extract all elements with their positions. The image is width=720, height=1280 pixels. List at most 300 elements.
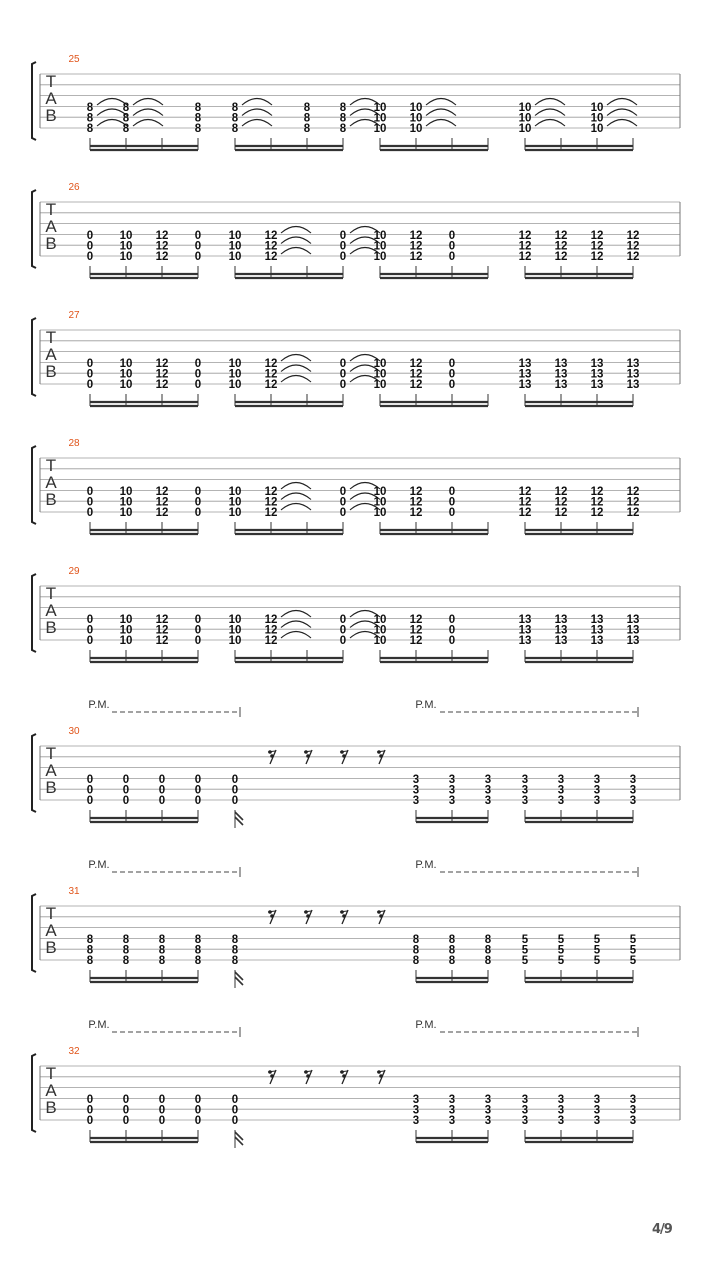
fret-number: 8 bbox=[86, 955, 94, 967]
fret-number: 3 bbox=[448, 1094, 456, 1106]
fret-number: 10 bbox=[119, 496, 133, 509]
fret-number: 0 bbox=[86, 635, 94, 647]
tie-arc bbox=[426, 120, 456, 127]
fret-number: 13 bbox=[626, 614, 640, 626]
fret-number: 0 bbox=[122, 1094, 130, 1106]
fret-number: 0 bbox=[448, 358, 456, 370]
fret-number: 12 bbox=[264, 358, 278, 370]
tie-arc bbox=[281, 493, 311, 500]
system-30 bbox=[32, 699, 680, 828]
fret-number: 12 bbox=[155, 507, 169, 519]
fret-number: 3 bbox=[448, 795, 456, 807]
fret-number: 12 bbox=[155, 486, 169, 498]
tab-clef-letter: A bbox=[45, 761, 57, 780]
fret-number: 8 bbox=[158, 934, 166, 946]
fret-number: 13 bbox=[518, 358, 532, 370]
fret-number: 13 bbox=[518, 635, 532, 647]
fret-number: 13 bbox=[590, 358, 604, 370]
tie-arc bbox=[281, 632, 311, 639]
fret-number: 0 bbox=[158, 784, 166, 797]
fret-number: 12 bbox=[409, 614, 423, 626]
tab-clef-letter: A bbox=[45, 217, 57, 236]
fret-number: 12 bbox=[409, 251, 423, 263]
fret-number: 12 bbox=[590, 486, 604, 498]
fret-number: 3 bbox=[557, 1104, 565, 1117]
rest-dot bbox=[342, 914, 346, 918]
palm-mute-label: P.M. bbox=[88, 1019, 110, 1031]
fret-number: 8 bbox=[231, 123, 239, 135]
fret-number: 0 bbox=[86, 624, 94, 637]
fret-number: 8 bbox=[339, 112, 347, 125]
fret-number: 10 bbox=[228, 358, 242, 370]
fret-number: 12 bbox=[518, 486, 532, 498]
fret-number: 13 bbox=[590, 379, 604, 391]
tie-arc bbox=[281, 504, 311, 511]
fret-number: 0 bbox=[448, 240, 456, 253]
fret-number: 10 bbox=[119, 507, 133, 519]
fret-number: 3 bbox=[412, 795, 420, 807]
fret-number: 10 bbox=[373, 102, 387, 114]
fret-number: 13 bbox=[626, 379, 640, 391]
fret-number: 12 bbox=[518, 496, 532, 509]
fret-number: 13 bbox=[626, 368, 640, 381]
fret-number: 12 bbox=[409, 496, 423, 509]
fret-number: 12 bbox=[554, 507, 568, 519]
fret-number: 12 bbox=[155, 379, 169, 391]
fret-number: 8 bbox=[122, 955, 130, 967]
tie-arc bbox=[426, 109, 456, 116]
measure-number: 32 bbox=[68, 1046, 80, 1057]
fret-number: 3 bbox=[521, 1094, 529, 1106]
fret-number: 8 bbox=[412, 944, 420, 957]
fret-number: 8 bbox=[412, 955, 420, 967]
fret-number: 8 bbox=[194, 102, 202, 114]
fret-number: 12 bbox=[554, 486, 568, 498]
rest-dot bbox=[270, 1074, 274, 1078]
fret-number: 13 bbox=[590, 368, 604, 381]
fret-number: 0 bbox=[448, 368, 456, 381]
fret-number: 13 bbox=[554, 635, 568, 647]
fret-number: 0 bbox=[194, 795, 202, 807]
fret-number: 0 bbox=[448, 251, 456, 263]
note-flag bbox=[235, 1132, 243, 1145]
fret-number: 12 bbox=[626, 240, 640, 253]
fret-number: 0 bbox=[231, 1104, 239, 1117]
tab-clef-letter: A bbox=[45, 921, 57, 940]
tab-clef-letter: B bbox=[45, 1098, 57, 1117]
fret-number: 12 bbox=[409, 507, 423, 519]
fret-number: 12 bbox=[554, 240, 568, 253]
note-flag bbox=[235, 972, 243, 985]
fret-number: 13 bbox=[590, 624, 604, 637]
system-27 bbox=[32, 310, 680, 406]
fret-number: 12 bbox=[518, 507, 532, 519]
fret-number: 10 bbox=[373, 368, 387, 381]
tie-arc bbox=[242, 109, 272, 116]
fret-number: 8 bbox=[339, 123, 347, 135]
fret-number: 10 bbox=[518, 123, 532, 135]
fret-number: 10 bbox=[590, 123, 604, 135]
fret-number: 0 bbox=[339, 614, 347, 626]
tie-arc bbox=[242, 99, 272, 106]
tie-arc bbox=[281, 376, 311, 383]
fret-number: 0 bbox=[122, 774, 130, 786]
fret-number: 0 bbox=[86, 1115, 94, 1127]
palm-mute-label: P.M. bbox=[415, 859, 437, 871]
fret-number: 3 bbox=[484, 784, 492, 797]
fret-number: 3 bbox=[484, 1115, 492, 1127]
tab-clef-letter: B bbox=[45, 778, 57, 797]
fret-number: 8 bbox=[194, 123, 202, 135]
measure-number: 31 bbox=[68, 886, 80, 897]
fret-number: 12 bbox=[155, 614, 169, 626]
fret-number: 12 bbox=[518, 251, 532, 263]
fret-number: 13 bbox=[554, 624, 568, 637]
fret-number: 12 bbox=[264, 614, 278, 626]
fret-number: 3 bbox=[412, 1094, 420, 1106]
tie-arc bbox=[133, 109, 163, 116]
fret-number: 13 bbox=[554, 614, 568, 626]
fret-number: 10 bbox=[119, 230, 133, 242]
tie-arc bbox=[535, 120, 565, 127]
fret-number: 3 bbox=[593, 784, 601, 797]
system-32 bbox=[32, 1019, 680, 1148]
fret-number: 0 bbox=[339, 358, 347, 370]
fret-number: 10 bbox=[373, 635, 387, 647]
fret-number: 13 bbox=[626, 635, 640, 647]
fret-number: 3 bbox=[593, 1115, 601, 1127]
fret-number: 5 bbox=[593, 955, 601, 967]
fret-number: 13 bbox=[518, 614, 532, 626]
fret-number: 10 bbox=[409, 123, 423, 135]
fret-number: 8 bbox=[122, 112, 130, 125]
fret-number: 3 bbox=[629, 795, 637, 807]
fret-number: 12 bbox=[409, 624, 423, 637]
fret-number: 0 bbox=[231, 774, 239, 786]
fret-number: 0 bbox=[194, 1115, 202, 1127]
fret-number: 0 bbox=[122, 795, 130, 807]
fret-number: 10 bbox=[228, 507, 242, 519]
fret-number: 10 bbox=[119, 486, 133, 498]
fret-number: 12 bbox=[518, 230, 532, 242]
fret-number: 13 bbox=[518, 379, 532, 391]
fret-number: 3 bbox=[557, 774, 565, 786]
fret-number: 0 bbox=[194, 507, 202, 519]
fret-number: 10 bbox=[228, 368, 242, 381]
fret-number: 0 bbox=[339, 496, 347, 509]
fret-number: 8 bbox=[231, 955, 239, 967]
fret-number: 12 bbox=[590, 507, 604, 519]
fret-number: 0 bbox=[86, 1094, 94, 1106]
fret-number: 10 bbox=[119, 368, 133, 381]
tie-arc bbox=[426, 99, 456, 106]
fret-number: 3 bbox=[521, 774, 529, 786]
fret-number: 12 bbox=[264, 379, 278, 391]
fret-number: 8 bbox=[158, 955, 166, 967]
fret-number: 0 bbox=[194, 358, 202, 370]
fret-number: 8 bbox=[86, 102, 94, 114]
fret-number: 5 bbox=[629, 944, 637, 957]
fret-number: 5 bbox=[521, 944, 529, 957]
fret-number: 0 bbox=[448, 486, 456, 498]
fret-number: 10 bbox=[590, 102, 604, 114]
fret-number: 8 bbox=[231, 102, 239, 114]
fret-number: 12 bbox=[155, 496, 169, 509]
fret-number: 3 bbox=[629, 774, 637, 786]
fret-number: 13 bbox=[626, 358, 640, 370]
tab-clef-letter: A bbox=[45, 601, 57, 620]
fret-number: 12 bbox=[590, 240, 604, 253]
fret-number: 0 bbox=[86, 486, 94, 498]
tab-clef-letter: T bbox=[45, 72, 57, 91]
fret-number: 8 bbox=[86, 112, 94, 125]
fret-number: 8 bbox=[484, 944, 492, 957]
fret-number: 0 bbox=[194, 614, 202, 626]
system-brace bbox=[32, 1054, 36, 1132]
fret-number: 0 bbox=[194, 230, 202, 242]
fret-number: 8 bbox=[231, 112, 239, 125]
fret-number: 8 bbox=[194, 934, 202, 946]
fret-number: 8 bbox=[303, 112, 311, 125]
fret-number: 10 bbox=[228, 230, 242, 242]
fret-number: 10 bbox=[373, 240, 387, 253]
fret-number: 12 bbox=[626, 507, 640, 519]
fret-number: 12 bbox=[155, 230, 169, 242]
fret-number: 12 bbox=[155, 368, 169, 381]
fret-number: 3 bbox=[521, 784, 529, 797]
fret-number: 5 bbox=[521, 955, 529, 967]
system-brace bbox=[32, 190, 36, 268]
fret-number: 12 bbox=[264, 230, 278, 242]
fret-number: 0 bbox=[122, 1104, 130, 1117]
fret-number: 10 bbox=[518, 112, 532, 125]
measure-number: 28 bbox=[68, 438, 80, 449]
fret-number: 3 bbox=[484, 774, 492, 786]
fret-number: 0 bbox=[158, 1115, 166, 1127]
fret-number: 5 bbox=[593, 944, 601, 957]
fret-number: 3 bbox=[521, 1104, 529, 1117]
tie-arc bbox=[242, 120, 272, 127]
tab-clef-letter: B bbox=[45, 618, 57, 637]
tie-arc bbox=[281, 611, 311, 618]
fret-number: 10 bbox=[119, 379, 133, 391]
tab-clef-letter: A bbox=[45, 345, 57, 364]
fret-number: 0 bbox=[231, 1094, 239, 1106]
fret-number: 0 bbox=[86, 507, 94, 519]
fret-number: 12 bbox=[590, 496, 604, 509]
fret-number: 0 bbox=[194, 1094, 202, 1106]
fret-number: 12 bbox=[409, 358, 423, 370]
fret-number: 12 bbox=[155, 624, 169, 637]
fret-number: 0 bbox=[194, 784, 202, 797]
tab-clef-letter: T bbox=[45, 904, 57, 923]
fret-number: 8 bbox=[86, 934, 94, 946]
fret-number: 0 bbox=[339, 486, 347, 498]
fret-number: 12 bbox=[155, 358, 169, 370]
fret-number: 12 bbox=[264, 251, 278, 263]
fret-number: 3 bbox=[412, 774, 420, 786]
fret-number: 3 bbox=[448, 774, 456, 786]
fret-number: 10 bbox=[228, 240, 242, 253]
measure-number: 29 bbox=[68, 566, 80, 577]
tab-clef-letter: A bbox=[45, 473, 57, 492]
fret-number: 10 bbox=[119, 240, 133, 253]
tab-clef-letter: B bbox=[45, 106, 57, 125]
fret-number: 10 bbox=[373, 251, 387, 263]
tie-arc bbox=[281, 248, 311, 255]
fret-number: 3 bbox=[557, 795, 565, 807]
fret-number: 10 bbox=[119, 358, 133, 370]
fret-number: 8 bbox=[448, 934, 456, 946]
fret-number: 3 bbox=[593, 1104, 601, 1117]
fret-number: 0 bbox=[194, 240, 202, 253]
fret-number: 0 bbox=[86, 230, 94, 242]
fret-number: 12 bbox=[554, 496, 568, 509]
fret-number: 12 bbox=[626, 230, 640, 242]
fret-number: 0 bbox=[158, 1104, 166, 1117]
fret-number: 0 bbox=[339, 507, 347, 519]
fret-number: 0 bbox=[158, 1094, 166, 1106]
fret-number: 3 bbox=[484, 1094, 492, 1106]
tie-arc bbox=[607, 109, 637, 116]
fret-number: 0 bbox=[194, 1104, 202, 1117]
fret-number: 13 bbox=[518, 368, 532, 381]
fret-number: 0 bbox=[86, 251, 94, 263]
fret-number: 8 bbox=[86, 123, 94, 135]
fret-number: 10 bbox=[119, 614, 133, 626]
fret-number: 0 bbox=[339, 240, 347, 253]
fret-number: 10 bbox=[409, 102, 423, 114]
fret-number: 12 bbox=[409, 368, 423, 381]
fret-number: 12 bbox=[409, 635, 423, 647]
fret-number: 3 bbox=[412, 1104, 420, 1117]
tie-arc bbox=[281, 621, 311, 628]
fret-number: 3 bbox=[521, 795, 529, 807]
fret-number: 10 bbox=[373, 614, 387, 626]
fret-number: 3 bbox=[448, 1104, 456, 1117]
fret-number: 8 bbox=[231, 934, 239, 946]
fret-number: 12 bbox=[264, 624, 278, 637]
fret-number: 10 bbox=[228, 635, 242, 647]
fret-number: 0 bbox=[194, 635, 202, 647]
fret-number: 12 bbox=[409, 486, 423, 498]
fret-number: 3 bbox=[557, 784, 565, 797]
fret-number: 10 bbox=[518, 102, 532, 114]
system-29 bbox=[32, 566, 680, 662]
fret-number: 10 bbox=[228, 486, 242, 498]
fret-number: 12 bbox=[590, 251, 604, 263]
fret-number: 5 bbox=[557, 944, 565, 957]
tie-arc bbox=[281, 365, 311, 372]
fret-number: 0 bbox=[122, 784, 130, 797]
fret-number: 13 bbox=[554, 358, 568, 370]
palm-mute-label: P.M. bbox=[88, 699, 110, 711]
fret-number: 0 bbox=[194, 368, 202, 381]
fret-number: 13 bbox=[518, 624, 532, 637]
fret-number: 12 bbox=[590, 230, 604, 242]
tab-clef-letter: B bbox=[45, 490, 57, 509]
fret-number: 13 bbox=[554, 368, 568, 381]
fret-number: 0 bbox=[86, 240, 94, 253]
fret-number: 0 bbox=[86, 795, 94, 807]
fret-number: 8 bbox=[231, 944, 239, 957]
fret-number: 10 bbox=[119, 251, 133, 263]
palm-mute-label: P.M. bbox=[415, 699, 437, 711]
fret-number: 0 bbox=[448, 379, 456, 391]
rest-dot bbox=[306, 754, 310, 758]
tab-clef-letter: B bbox=[45, 938, 57, 957]
palm-mute-label: P.M. bbox=[88, 859, 110, 871]
system-31 bbox=[32, 859, 680, 988]
fret-number: 0 bbox=[194, 496, 202, 509]
fret-number: 8 bbox=[484, 955, 492, 967]
fret-number: 0 bbox=[194, 486, 202, 498]
fret-number: 12 bbox=[155, 251, 169, 263]
rest-dot bbox=[342, 754, 346, 758]
fret-number: 12 bbox=[264, 486, 278, 498]
fret-number: 8 bbox=[448, 944, 456, 957]
note-flag bbox=[235, 812, 243, 825]
tab-clef-letter: B bbox=[45, 362, 57, 381]
fret-number: 5 bbox=[557, 955, 565, 967]
page-number: 4/9 bbox=[652, 1222, 672, 1237]
fret-number: 0 bbox=[231, 1115, 239, 1127]
fret-number: 0 bbox=[339, 251, 347, 263]
rest-dot bbox=[270, 754, 274, 758]
fret-number: 8 bbox=[484, 934, 492, 946]
tie-arc bbox=[535, 109, 565, 116]
fret-number: 3 bbox=[593, 795, 601, 807]
fret-number: 0 bbox=[231, 795, 239, 807]
fret-number: 0 bbox=[448, 614, 456, 626]
fret-number: 5 bbox=[593, 934, 601, 946]
fret-number: 12 bbox=[626, 496, 640, 509]
tab-clef-letter: T bbox=[45, 584, 57, 603]
tie-arc bbox=[281, 237, 311, 244]
fret-number: 12 bbox=[264, 496, 278, 509]
fret-number: 3 bbox=[448, 784, 456, 797]
fret-number: 3 bbox=[593, 1094, 601, 1106]
fret-number: 8 bbox=[339, 102, 347, 114]
fret-number: 10 bbox=[373, 486, 387, 498]
fret-number: 12 bbox=[155, 240, 169, 253]
fret-number: 12 bbox=[264, 368, 278, 381]
tie-arc bbox=[133, 120, 163, 127]
fret-number: 0 bbox=[339, 624, 347, 637]
fret-number: 3 bbox=[629, 1094, 637, 1106]
rest-dot bbox=[342, 1074, 346, 1078]
fret-number: 10 bbox=[590, 112, 604, 125]
fret-number: 8 bbox=[448, 955, 456, 967]
rest-dot bbox=[306, 914, 310, 918]
tie-arc bbox=[281, 227, 311, 234]
fret-number: 10 bbox=[373, 123, 387, 135]
fret-number: 10 bbox=[228, 614, 242, 626]
fret-number: 10 bbox=[373, 496, 387, 509]
fret-number: 8 bbox=[122, 123, 130, 135]
tie-arc bbox=[535, 99, 565, 106]
fret-number: 0 bbox=[448, 635, 456, 647]
fret-number: 0 bbox=[339, 368, 347, 381]
fret-number: 8 bbox=[122, 102, 130, 114]
fret-number: 10 bbox=[373, 507, 387, 519]
fret-number: 0 bbox=[86, 358, 94, 370]
fret-number: 12 bbox=[409, 379, 423, 391]
fret-number: 8 bbox=[122, 934, 130, 946]
fret-number: 10 bbox=[119, 624, 133, 637]
fret-number: 5 bbox=[629, 955, 637, 967]
fret-number: 8 bbox=[194, 944, 202, 957]
